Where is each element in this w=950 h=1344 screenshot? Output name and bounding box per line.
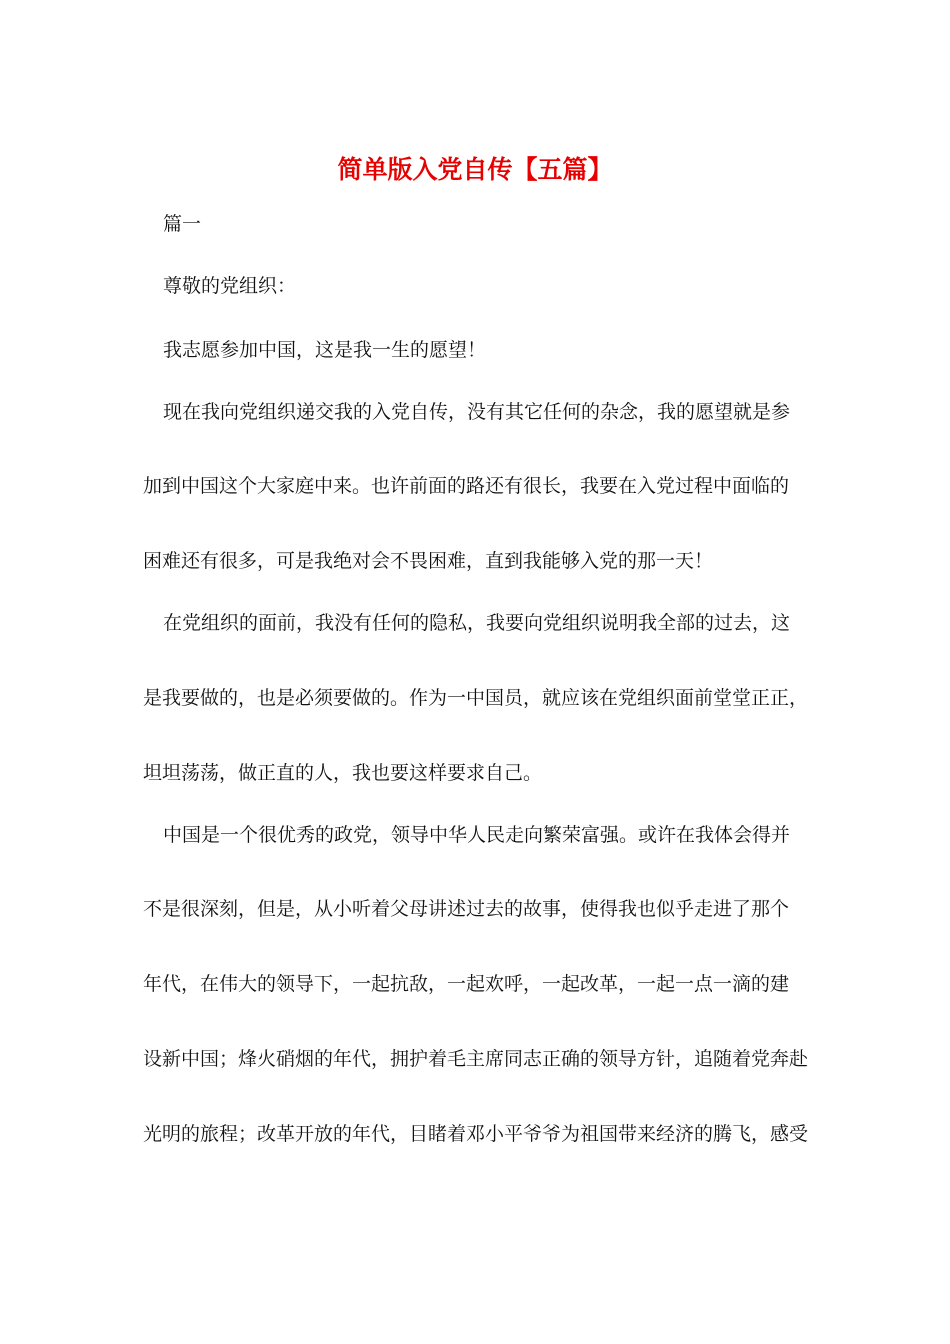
paragraph-line: 困难还有很多，可是我绝对会不畏困难，直到我能够入党的那一天！ (143, 550, 714, 572)
paragraph-line: 现在我向党组织递交我的入党自传，没有其它任何的杂念，我的愿望就是参 (163, 401, 791, 423)
paragraph-line: 设新中国；烽火硝烟的年代，拥护着毛主席同志正确的领导方针，追随着党奔赴 (143, 1048, 809, 1070)
section-heading: 篇一 (163, 213, 202, 235)
paragraph-line: 在党组织的面前，我没有任何的隐私，我要向党组织说明我全部的过去，这 (163, 612, 791, 634)
paragraph-line: 年代，在伟大的领导下，一起抗敌，一起欢呼，一起改革，一起一点一滴的建 (143, 973, 790, 995)
paragraph-line: 我志愿参加中国，这是我一生的愿望！ (163, 339, 487, 361)
paragraph-line: 加到中国这个大家庭中来。也许前面的路还有很长，我要在入党过程中面临的 (143, 475, 790, 497)
salutation: 尊敬的党组织： (163, 275, 297, 297)
paragraph-line: 坦坦荡荡，做正直的人，我也要这样要求自己。 (143, 762, 543, 784)
paragraph-line: 不是很深刻，但是，从小听着父母讲述过去的故事，使得我也似乎走进了那个 (143, 898, 790, 920)
paragraph-line: 中国是一个很优秀的政党，领导中华人民走向繁荣富强。或许在我体会得并 (163, 824, 791, 846)
document-title: 简单版入党自传【五篇】 (337, 155, 613, 184)
paragraph-line: 是我要做的，也是必须要做的。作为一中国员，就应该在党组织面前堂堂正正， (143, 687, 809, 709)
paragraph-line: 光明的旅程；改革开放的年代，目睹着邓小平爷爷为祖国带来经济的腾飞，感受 (143, 1123, 809, 1145)
